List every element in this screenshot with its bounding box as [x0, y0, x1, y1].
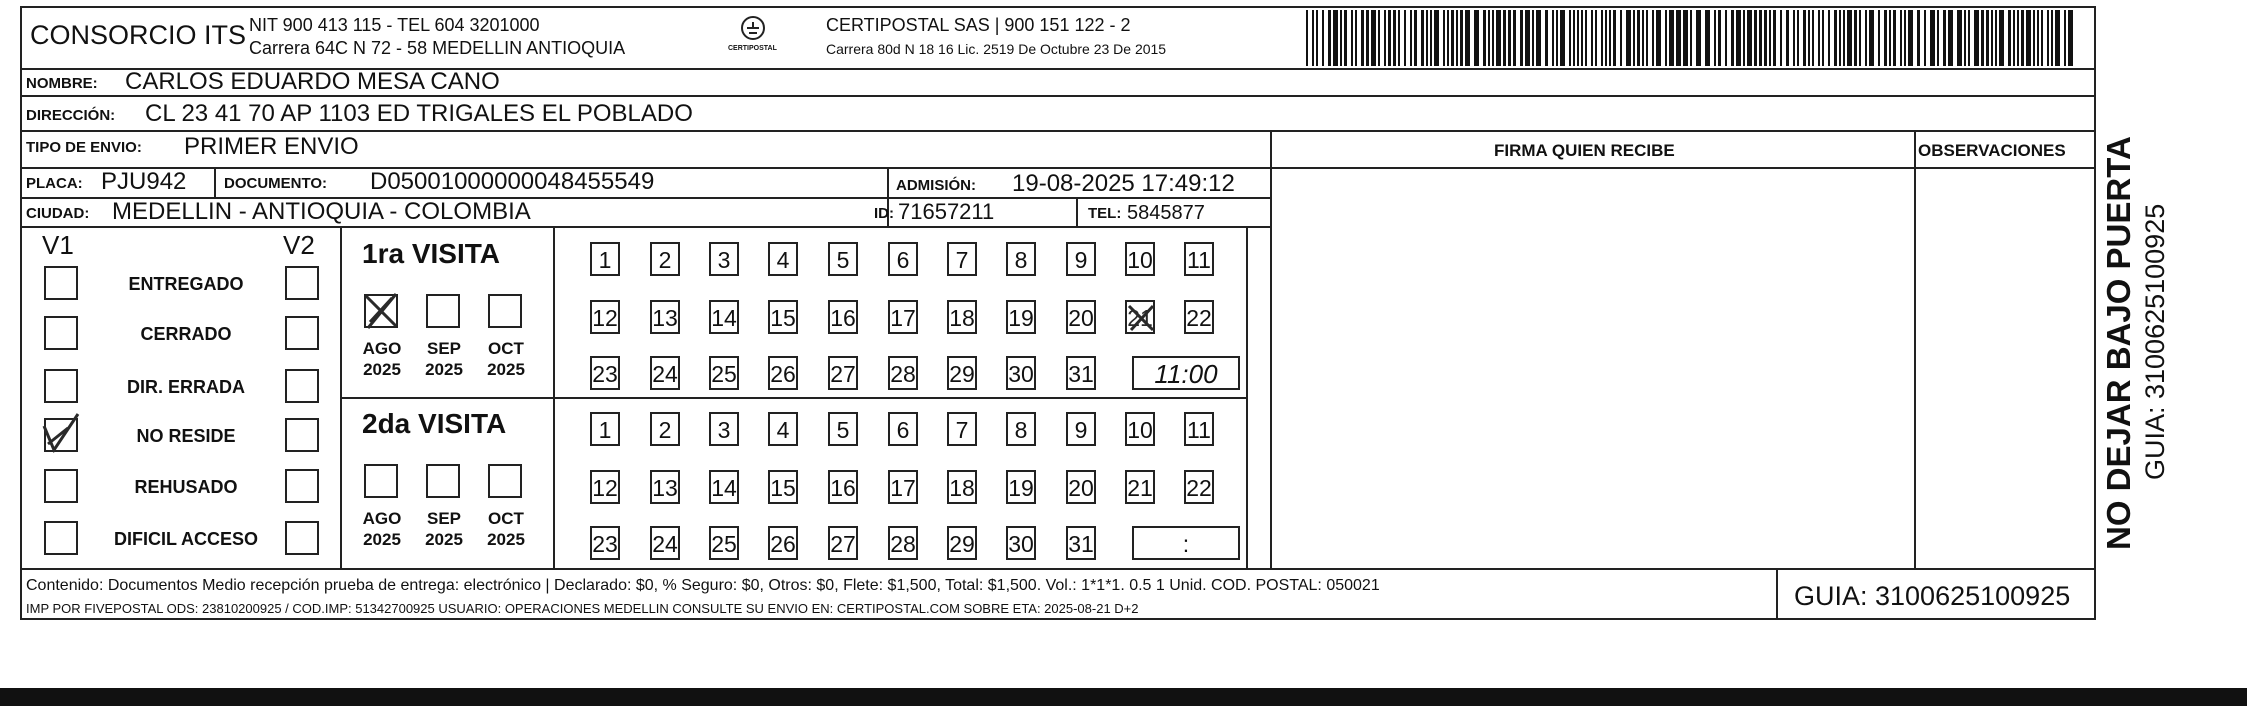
time-box[interactable]: 11:00 — [1132, 356, 1240, 390]
signature-area — [1272, 168, 1912, 566]
day-box[interactable]: 14 — [709, 300, 739, 334]
day-box[interactable]: 12 — [590, 470, 620, 504]
v1-checkbox[interactable] — [44, 266, 78, 300]
v2-checkbox[interactable] — [285, 316, 319, 350]
nombre-label: NOMBRE: — [26, 75, 98, 92]
company-line-2: Carrera 64C N 72 - 58 MEDELLIN ANTIOQUIA — [249, 38, 626, 58]
day-box[interactable]: 27 — [828, 526, 858, 560]
v2-checkbox[interactable] — [285, 418, 319, 452]
tel-label: TEL: — [1088, 205, 1122, 222]
month-label: OCT 2025 — [487, 339, 525, 379]
day-box[interactable]: 20 — [1066, 470, 1096, 504]
day-box[interactable]: 31 — [1066, 526, 1096, 560]
placa-label: PLACA: — [26, 175, 83, 192]
day-box[interactable]: 9 — [1066, 242, 1096, 276]
day-box[interactable]: 11 — [1184, 242, 1214, 276]
day-box[interactable]: 1 — [590, 412, 620, 446]
barcode — [1306, 10, 2080, 66]
day-box[interactable]: 13 — [650, 470, 680, 504]
v1-checkbox[interactable] — [44, 469, 78, 503]
day-box[interactable]: 30 — [1006, 356, 1036, 390]
v2-checkbox[interactable] — [285, 369, 319, 403]
carrier-line-1: CERTIPOSTAL SAS | 900 151 122 - 2 — [826, 15, 1131, 35]
day-box[interactable]: 7 — [947, 242, 977, 276]
footer-content: Contenido: Documentos Medio recepción prueba de entrega: electrónico | Declarado: $0, % Seguro: $0, Otros: $0, Flete: $1,500, Total: $1,500. Vol.: 1*1*1. 0.5 1 Unid. COD. POSTAL: 050021 — [26, 577, 1380, 594]
day-box[interactable]: 3 — [709, 242, 739, 276]
documento-value: D05001000000048455549 — [370, 168, 655, 195]
day-box[interactable]: 16 — [828, 470, 858, 504]
observaciones-header: OBSERVACIONES — [1918, 141, 2066, 160]
day-box[interactable]: 19 — [1006, 470, 1036, 504]
firma-header: FIRMA QUIEN RECIBE — [1494, 141, 1675, 160]
day-box[interactable]: 19 — [1006, 300, 1036, 334]
status-option-label: ENTREGADO — [128, 274, 244, 294]
day-box[interactable]: 28 — [888, 356, 918, 390]
day-box[interactable]: 23 — [590, 526, 620, 560]
id-value: 71657211 — [898, 199, 995, 224]
month-label: AGO 2025 — [362, 339, 402, 379]
tipo-envio-label: TIPO DE ENVIO: — [26, 139, 142, 156]
day-box[interactable]: 23 — [590, 356, 620, 390]
day-box[interactable]: 10 — [1125, 242, 1155, 276]
status-option-label: REHUSADO — [134, 477, 238, 497]
day-box[interactable]: 27 — [828, 356, 858, 390]
day-box[interactable]: 9 — [1066, 412, 1096, 446]
company-line-1: NIT 900 413 115 - TEL 604 3201000 — [249, 15, 540, 35]
v2-checkbox[interactable] — [285, 521, 319, 555]
day-box[interactable]: 21 — [1125, 300, 1155, 334]
month-checkbox[interactable] — [426, 294, 460, 328]
admision-label: ADMISIÓN: — [896, 177, 976, 194]
day-box[interactable]: 4 — [768, 242, 798, 276]
side-guia: GUIA: 3100625100925 — [2140, 203, 2170, 480]
day-box[interactable]: 17 — [888, 300, 918, 334]
day-box[interactable]: 1 — [590, 242, 620, 276]
v1-checkbox[interactable] — [44, 369, 78, 403]
v1-checkbox[interactable] — [44, 316, 78, 350]
day-box[interactable]: 3 — [709, 412, 739, 446]
day-box[interactable]: 22 — [1184, 470, 1214, 504]
visit-1-title: 1ra VISITA — [362, 238, 500, 269]
day-box[interactable]: 6 — [888, 412, 918, 446]
ciudad-label: CIUDAD: — [26, 205, 90, 222]
day-box[interactable]: 26 — [768, 356, 798, 390]
day-box[interactable]: 24 — [650, 356, 680, 390]
day-box[interactable]: 30 — [1006, 526, 1036, 560]
day-box[interactable]: 14 — [709, 470, 739, 504]
company-name: CONSORCIO ITS — [30, 20, 247, 50]
status-option-label: DIFICIL ACCESO — [113, 529, 258, 549]
day-box[interactable]: 11 — [1184, 412, 1214, 446]
day-box[interactable]: 28 — [888, 526, 918, 560]
day-box[interactable]: 29 — [947, 356, 977, 390]
no-dejar-bajo-puerta: NO DEJAR BAJO PUERTA — [2100, 136, 2137, 550]
day-box[interactable]: 12 — [590, 300, 620, 334]
day-box[interactable]: 5 — [828, 242, 858, 276]
day-box[interactable]: 25 — [709, 526, 739, 560]
tipo-envio-value: PRIMER ENVIO — [184, 133, 359, 160]
day-box[interactable]: 21 — [1125, 470, 1155, 504]
visit-2-title: 2da VISITA — [362, 408, 507, 439]
day-box[interactable]: 5 — [828, 412, 858, 446]
day-box[interactable]: 6 — [888, 242, 918, 276]
v2-label: V2 — [283, 230, 315, 260]
footer-print-info: IMP POR FIVEPOSTAL ODS: 23810200925 / COD.IMP: 51342700925 USUARIO: OPERACIONES MEDELLIN CONSULTE SU ENVIO EN: CERTIPOSTAL.COM SOBRE ETA: 2025-08-21 D+2 — [26, 601, 1139, 616]
day-box[interactable]: 10 — [1125, 412, 1155, 446]
day-box[interactable]: 8 — [1006, 242, 1036, 276]
day-box[interactable]: 18 — [947, 470, 977, 504]
ciudad-value: MEDELLIN - ANTIOQUIA - COLOMBIA — [112, 198, 531, 225]
tel-value: 5845877 — [1127, 202, 1205, 224]
carrier-line-2: Carrera 80d N 18 16 Lic. 2519 De Octubre 23 De 2015 — [826, 41, 1167, 57]
day-box[interactable]: 31 — [1066, 356, 1096, 390]
status-option-label: DIR. ERRADA — [126, 377, 245, 397]
day-box[interactable]: 15 — [768, 470, 798, 504]
footer-guia: GUIA: 3100625100925 — [1794, 581, 2071, 611]
v1-checkbox[interactable] — [44, 418, 78, 452]
v2-checkbox[interactable] — [285, 266, 319, 300]
month-checkbox[interactable] — [364, 464, 398, 498]
day-box[interactable]: 16 — [828, 300, 858, 334]
month-checkbox[interactable] — [364, 294, 398, 328]
admision-value: 19-08-2025 17:49:12 — [1012, 170, 1235, 197]
day-box[interactable]: 18 — [947, 300, 977, 334]
status-option-label: CERRADO — [140, 324, 232, 344]
direccion-label: DIRECCIÓN: — [26, 107, 116, 124]
day-box[interactable]: 29 — [947, 526, 977, 560]
day-box[interactable]: 17 — [888, 470, 918, 504]
v1-label: V1 — [42, 230, 74, 260]
documento-label: DOCUMENTO: — [224, 175, 328, 192]
direccion-value: CL 23 41 70 AP 1103 ED TRIGALES EL POBLADO — [145, 100, 693, 127]
day-box[interactable]: 15 — [768, 300, 798, 334]
certipostal-logo: CERTIPOSTAL — [718, 14, 788, 58]
day-box[interactable]: 2 — [650, 412, 680, 446]
v1-checkbox[interactable] — [44, 521, 78, 555]
day-box[interactable]: 22 — [1184, 300, 1214, 334]
month-checkbox[interactable] — [488, 464, 522, 498]
day-box[interactable]: 8 — [1006, 412, 1036, 446]
scan-edge-band — [0, 688, 2247, 706]
day-box[interactable]: 20 — [1066, 300, 1096, 334]
month-label: SEP 2025 — [425, 509, 463, 549]
v2-checkbox[interactable] — [285, 469, 319, 503]
day-box[interactable]: 2 — [650, 242, 680, 276]
day-box[interactable]: 25 — [709, 356, 739, 390]
placa-value: PJU942 — [101, 168, 187, 195]
day-box[interactable]: 26 — [768, 526, 798, 560]
day-box[interactable]: 24 — [650, 526, 680, 560]
month-checkbox[interactable] — [426, 464, 460, 498]
time-box[interactable]: : — [1132, 526, 1240, 560]
id-label: ID: — [874, 205, 894, 222]
status-option-label: NO RESIDE — [136, 426, 236, 446]
month-label: SEP 2025 — [425, 339, 463, 379]
day-box[interactable]: 7 — [947, 412, 977, 446]
month-label: OCT 2025 — [487, 509, 525, 549]
month-label: AGO 2025 — [362, 509, 402, 549]
day-box[interactable]: 4 — [768, 412, 798, 446]
observations-area — [1916, 168, 2094, 566]
month-checkbox[interactable] — [488, 294, 522, 328]
nombre-value: CARLOS EDUARDO MESA CANO — [125, 68, 500, 95]
day-box[interactable]: 13 — [650, 300, 680, 334]
